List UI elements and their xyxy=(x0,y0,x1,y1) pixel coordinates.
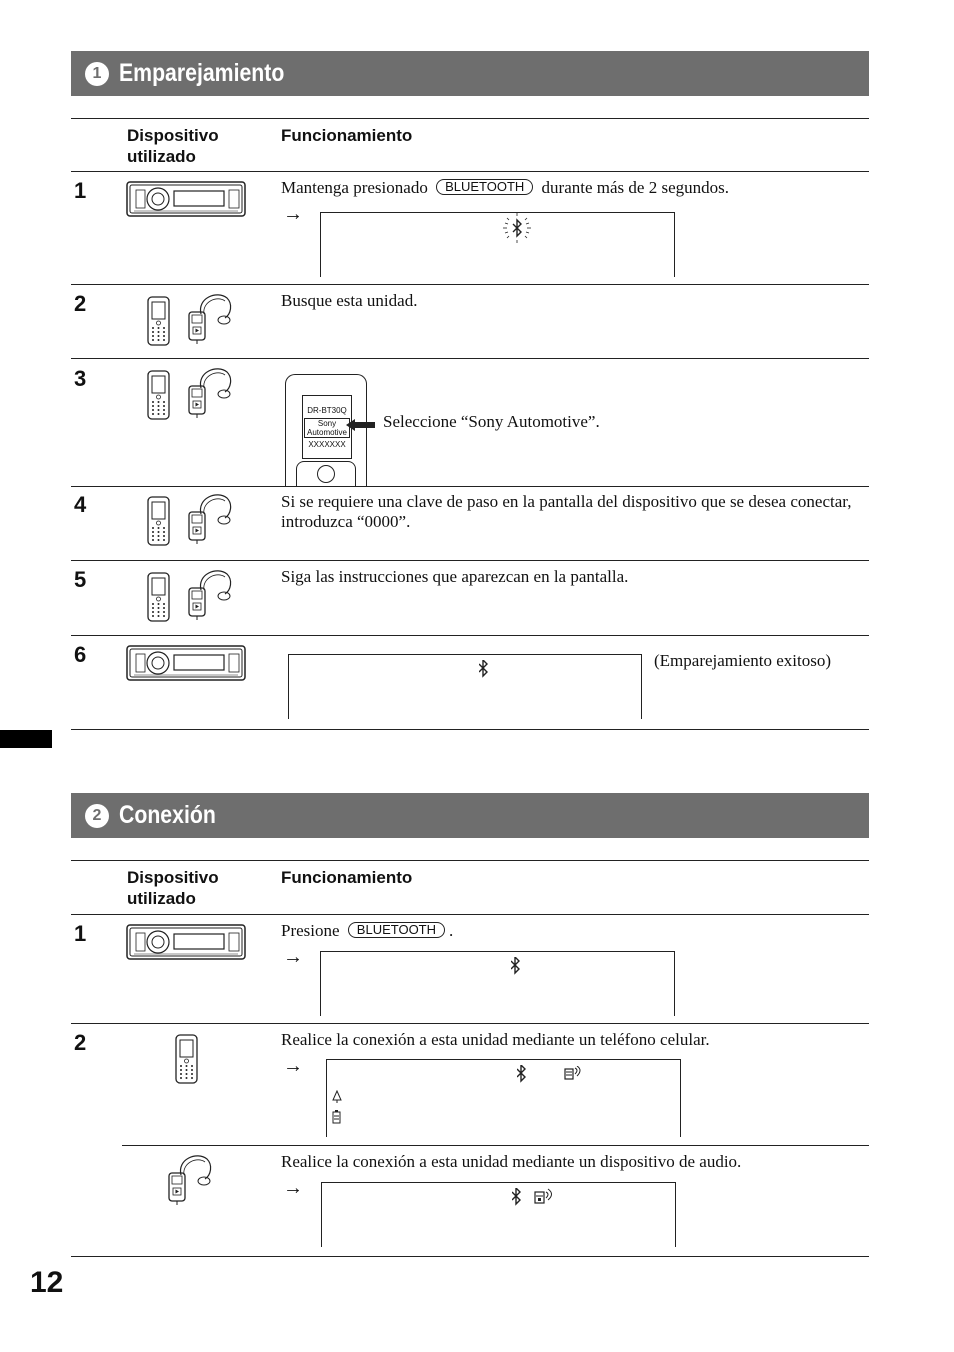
step-text xyxy=(281,178,729,198)
bluetooth-button-label: BLUETOOTH xyxy=(436,179,533,195)
section-header-connection xyxy=(71,793,869,838)
step-number: 4 xyxy=(74,492,87,517)
row-rule xyxy=(122,1145,869,1146)
step-text-after: durante más de 2 segundos. xyxy=(541,178,729,197)
section-number: 2 xyxy=(85,804,109,828)
step-number: 6 xyxy=(74,642,87,667)
header-rule xyxy=(71,171,869,172)
step-number: 2 xyxy=(74,291,87,316)
selection-arrow-icon xyxy=(346,418,376,432)
step-text: Realice la conexión a esta unidad mediante un dispositivo de audio. xyxy=(281,1152,742,1171)
bluetooth-icon xyxy=(479,660,489,678)
table-bottom-rule xyxy=(71,1256,869,1257)
step-text: Realice la conexión a esta unidad mediante un teléfono celular. xyxy=(281,1030,710,1049)
device-name-line1: Sony xyxy=(317,419,337,428)
step-text-after: . xyxy=(449,921,454,940)
section-title: Emparejamiento xyxy=(119,59,285,87)
audio-connected-icon xyxy=(534,1188,556,1204)
cellphone-icon xyxy=(147,296,171,346)
device-selection-highlight xyxy=(304,418,350,438)
bluetooth-icon xyxy=(512,1188,522,1206)
row-rule xyxy=(71,486,869,487)
result-arrow: → xyxy=(283,203,303,225)
audio-player-icon xyxy=(187,366,235,420)
bluetooth-icon xyxy=(511,957,521,975)
bluetooth-icon xyxy=(517,1065,527,1083)
step-text xyxy=(281,921,453,941)
unit-display xyxy=(321,1182,676,1247)
device-name-line2: Automotive xyxy=(306,428,348,437)
unit-display xyxy=(320,951,675,1016)
step-number: 5 xyxy=(74,567,87,592)
audio-player-icon xyxy=(187,568,235,622)
header-rule xyxy=(71,914,869,915)
table-bottom-rule xyxy=(71,729,869,730)
result-arrow: → xyxy=(283,1055,303,1077)
step-number: 2 xyxy=(74,1030,87,1055)
step-text: Busque esta unidad. xyxy=(281,291,418,310)
row-rule xyxy=(71,1023,869,1024)
step-text: Siga las instrucciones que aparezcan en la pantalla. xyxy=(281,567,629,586)
section-header-pairing xyxy=(71,51,869,96)
cellphone-icon xyxy=(147,572,171,622)
result-arrow: → xyxy=(283,946,303,968)
column-header-operation: Funcionamiento xyxy=(281,126,413,145)
step-number: 3 xyxy=(74,366,87,391)
unit-display xyxy=(326,1059,681,1137)
step-text-before: Mantenga presionado xyxy=(281,178,428,197)
row-rule xyxy=(71,560,869,561)
audio-player-icon xyxy=(187,492,235,546)
step-number: 1 xyxy=(74,178,87,203)
phone-keypad xyxy=(296,461,356,486)
step-text-before: Presione xyxy=(281,921,340,940)
column-header-device: Dispositivo utilizado xyxy=(127,868,219,908)
phone-screen xyxy=(302,395,352,459)
column-header-operation: Funcionamiento xyxy=(281,868,413,887)
section-number: 1 xyxy=(85,62,109,86)
row-rule xyxy=(71,284,869,285)
phone-nav-button xyxy=(317,465,335,483)
car-stereo-icon xyxy=(126,924,246,960)
table-top-rule xyxy=(71,860,869,861)
result-arrow: → xyxy=(283,1177,303,1199)
phone-connected-icon xyxy=(564,1066,582,1080)
bluetooth-button-label: BLUETOOTH xyxy=(348,922,445,938)
step-text: Si se requiere una clave de paso en la pantalla del dispositivo que se desea conectar, introduzca “0000”. xyxy=(281,492,852,531)
device-model-label: DR-BT30Q xyxy=(307,406,347,415)
unit-display xyxy=(320,212,675,277)
device-other-label: XXXXXXX xyxy=(308,440,346,449)
cellphone-icon xyxy=(147,496,171,546)
unit-display xyxy=(288,654,642,719)
battery-icon xyxy=(332,1110,342,1124)
step-number: 1 xyxy=(74,921,87,946)
step-text: (Emparejamiento exitoso) xyxy=(654,651,832,670)
car-stereo-icon xyxy=(126,181,246,217)
bluetooth-blinking-icon xyxy=(499,213,535,243)
audio-player-icon xyxy=(167,1153,215,1207)
side-tab-marker xyxy=(0,730,52,748)
page-number: 12 xyxy=(30,1266,64,1299)
cellphone-icon xyxy=(175,1034,199,1084)
signal-icon xyxy=(332,1090,342,1104)
column-header-device: Dispositivo utilizado xyxy=(127,126,219,166)
row-rule xyxy=(71,635,869,636)
car-stereo-icon xyxy=(126,645,246,681)
audio-player-icon xyxy=(187,292,235,346)
table-top-rule xyxy=(71,118,869,119)
cellphone-icon xyxy=(147,370,171,420)
row-rule xyxy=(71,358,869,359)
section-title: Conexión xyxy=(119,801,216,829)
step-text: Seleccione “Sony Automotive”. xyxy=(383,412,600,431)
